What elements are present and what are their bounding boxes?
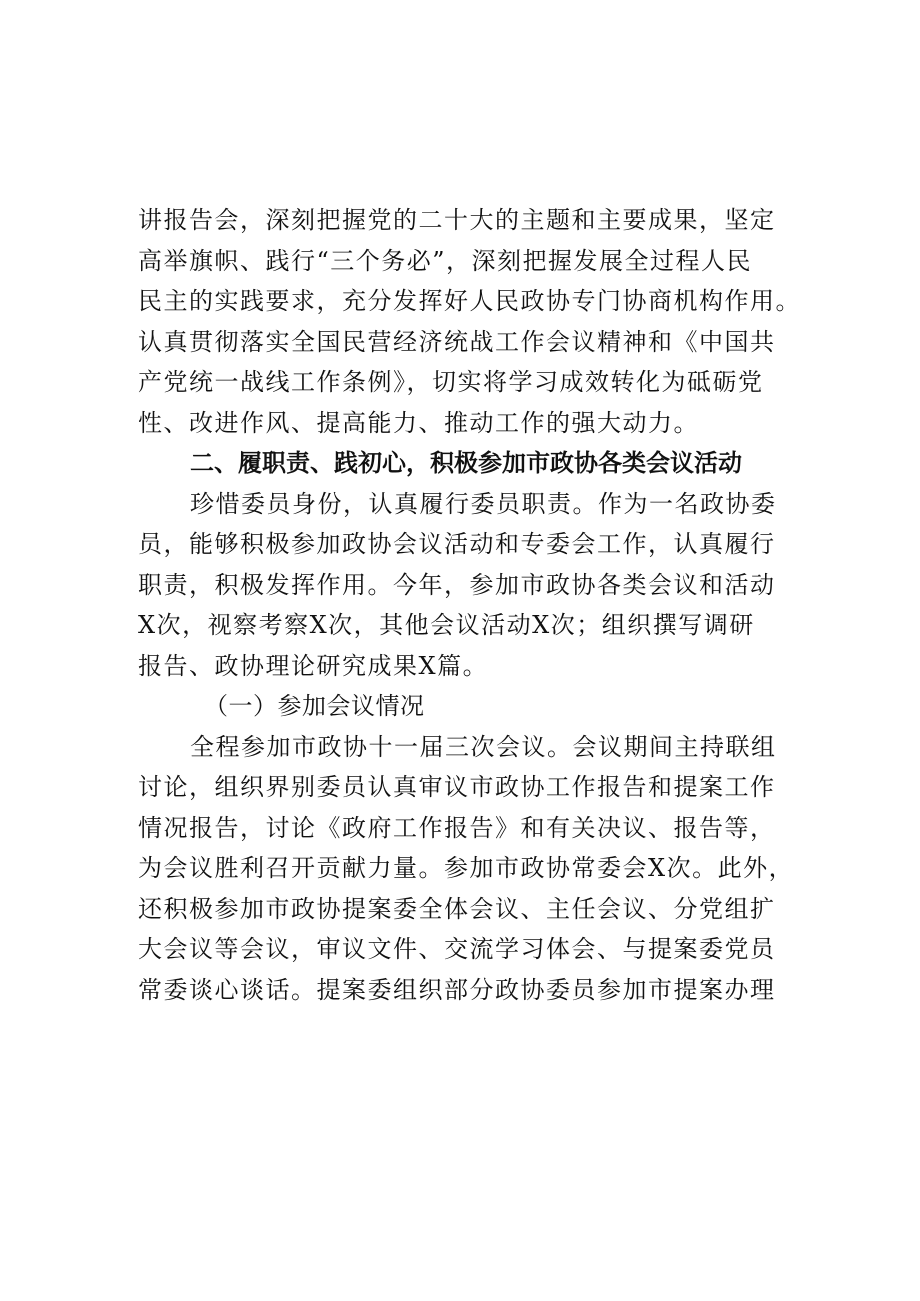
text-line: X次，视察考察X次，其他会议活动X次；组织撰写调研 xyxy=(138,611,755,639)
text-line: 全程参加市政协十一届三次会议。会议期间主持联组 xyxy=(190,732,777,761)
text-line: 为会议胜利召开贡献力量。参加市政协常委会X次。此外， xyxy=(138,854,795,882)
paragraph-meetings xyxy=(138,727,818,1011)
text-line: 常委谈心谈话。提案委组织部分政协委员参加市提案办理 xyxy=(138,975,776,1004)
text-line: 认真贯彻落实全国民营经济统战工作会议精神和《中国共 xyxy=(138,327,776,356)
text-line: 还积极参加市政协提案委全体会议、主任会议、分党组扩 xyxy=(138,894,776,923)
text-line: 员，能够积极参加政协会议活动和专委会工作，认真履行 xyxy=(138,530,776,558)
text-line: 高举旗帜、践行“三个务必”，深刻把握发展全过程人民 xyxy=(138,246,753,275)
text-line: 讨论，组织界别委员认真审议市政协工作报告和提案工作 xyxy=(138,773,776,801)
document-body xyxy=(138,200,818,1010)
text-line: 民主的实践要求，充分发挥好人民政协专门协商机构作用。 xyxy=(138,287,801,315)
text-line: 性、改进作风、提高能力、推动工作的强大动力。 xyxy=(138,408,699,437)
text-line: 情况报告，讨论《政府工作报告》和有关决议、报告等， xyxy=(138,813,776,842)
section-heading-2: 二、履职责、践初心，积极参加市政协各类会议活动 xyxy=(190,449,742,477)
text-line: 珍惜委员身份，认真履行委员职责。作为一名政协委 xyxy=(190,489,777,518)
paragraph-study xyxy=(138,200,818,443)
subsection-heading-1: （一）参加会议情况 xyxy=(204,692,425,720)
text-line: 大会议等会议，审议文件、交流学习体会、与提案委党员 xyxy=(138,935,776,963)
text-line: 职责，积极发挥作用。今年，参加市政协各类会议和活动 xyxy=(138,570,776,599)
text-line: 报告、政协理论研究成果X篇。 xyxy=(138,651,489,680)
text-line: 产党统一战线工作条例》，切实将学习成效转化为砥砺党 xyxy=(138,368,764,396)
paragraph-duties xyxy=(138,484,818,687)
text-line: 讲报告会，深刻把握党的二十大的主题和主要成果，坚定 xyxy=(138,206,776,234)
